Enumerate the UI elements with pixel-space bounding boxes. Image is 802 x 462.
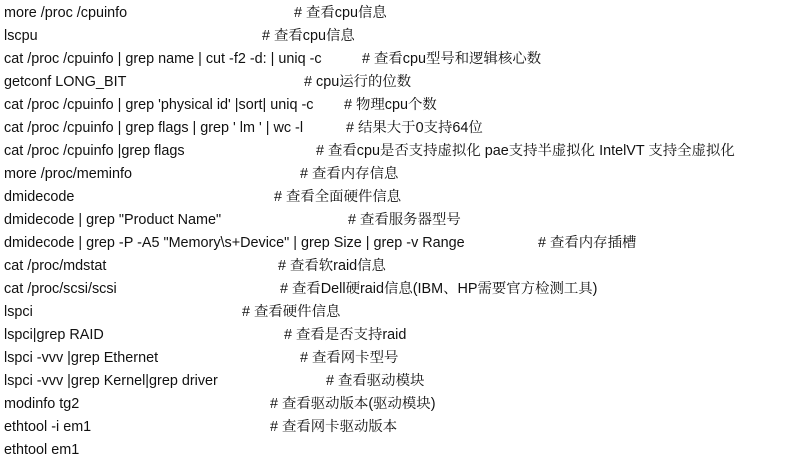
command-comment: # 查看网卡驱动版本 — [270, 419, 398, 435]
command-comment: # 查看服务器型号 — [348, 212, 461, 228]
command-comment: # 查看是否支持raid — [284, 327, 407, 343]
command-text: cat /proc /cpuinfo | grep name | cut -f2 -d: | uniq -c — [4, 51, 322, 67]
command-comment: # 物理cpu个数 — [344, 97, 437, 113]
command-text: dmidecode | grep "Product Name" — [4, 212, 222, 228]
command-comment: # cpu运行的位数 — [304, 74, 412, 90]
command-text: cat /proc /cpuinfo |grep flags — [4, 143, 185, 159]
command-comment: # 查看cpu信息 — [262, 28, 355, 44]
command-text: cat /proc/mdstat — [4, 258, 107, 274]
command-comment: # 查看软raid信息 — [278, 258, 386, 274]
command-text: dmidecode — [4, 189, 75, 205]
command-comment: # 查看驱动版本(驱动模块) — [270, 396, 436, 412]
command-text: ethtool em1 — [4, 442, 80, 458]
command-comment: # 查看内存插槽 — [538, 235, 637, 251]
command-comment: # 查看全面硬件信息 — [274, 189, 402, 205]
command-text: lspci — [4, 304, 33, 320]
command-text: cat /proc /cpuinfo | grep 'physical id' |sort| uniq -c — [4, 97, 314, 113]
command-text: getconf LONG_BIT — [4, 74, 127, 90]
command-text: lscpu — [4, 28, 38, 44]
command-text: lspci|grep RAID — [4, 327, 104, 343]
command-comment: # 查看Dell硬raid信息(IBM、HP需要官方检测工具) — [280, 281, 598, 297]
command-text: ethtool -i em1 — [4, 419, 92, 435]
command-comment: # 查看硬件信息 — [242, 304, 341, 320]
command-comment: # 查看cpu是否支持虚拟化 pae支持半虚拟化 IntelVT 支持全虚拟化 — [316, 143, 735, 159]
command-comment: # 结果大于0支持64位 — [346, 120, 483, 136]
command-text: cat /proc/scsi/scsi — [4, 281, 117, 297]
command-text: more /proc /cpuinfo — [4, 5, 128, 21]
command-text: more /proc/meminfo — [4, 166, 132, 182]
command-comment: # 查看网卡型号 — [300, 350, 399, 366]
command-comment: # 查看驱动模块 — [326, 373, 425, 389]
command-text: dmidecode | grep -P -A5 "Memory\s+Device" | grep Size | grep -v Range — [4, 235, 465, 251]
command-text: cat /proc /cpuinfo | grep flags | grep ' lm ' | wc -l — [4, 120, 304, 136]
command-comment: # 查看cpu信息 — [294, 5, 387, 21]
command-comment: # 查看cpu型号和逻辑核心数 — [362, 51, 542, 67]
command-comment: # 查看内存信息 — [300, 166, 399, 182]
command-text: lspci -vvv |grep Ethernet — [4, 350, 159, 366]
command-text: modinfo tg2 — [4, 396, 80, 412]
command-text: lspci -vvv |grep Kernel|grep driver — [4, 373, 218, 389]
